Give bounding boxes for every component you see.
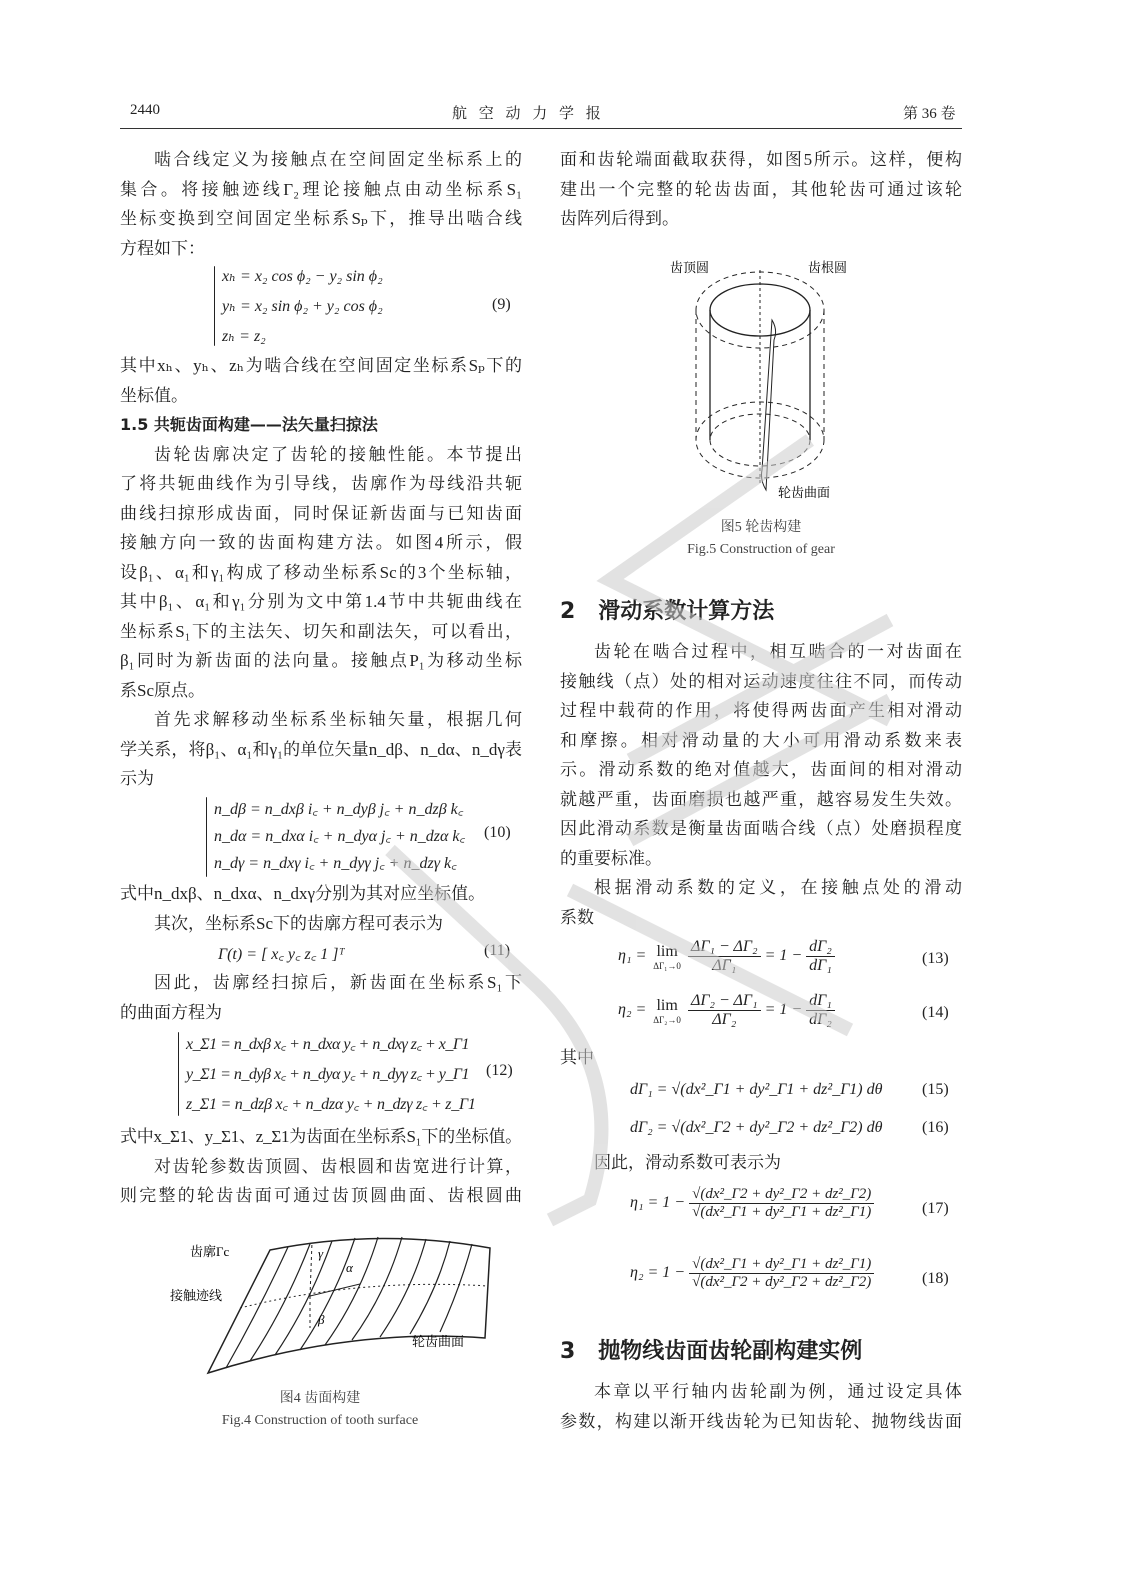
equation-10-line: n_dγ = n_dxγ i꜀ + n_dyγ j꜀ + n_dzγ k꜀ (214, 855, 457, 872)
text-line: 首先求解移动坐标系坐标轴矢量，根据几何 (154, 710, 522, 729)
equation-number: (18) (922, 1270, 949, 1287)
equation-11: Γ(t) = [ x꜀ y꜀ z꜀ 1 ]ᵀ (218, 946, 345, 963)
lim-sub: ΔΓ₂→0 (653, 1014, 681, 1025)
figure-4-tooth-surface (160, 1228, 500, 1388)
text-line: 接触方向一致的齿面构建方法。如图4所示，假 (120, 533, 522, 552)
text-line: 其次，坐标系Sc下的齿廓方程可表示为 (154, 913, 443, 933)
denominator: dΓ₂ (809, 1011, 832, 1028)
gamma-label: γ (318, 1246, 324, 1261)
lim-sub: ΔΓ₁→0 (653, 960, 681, 971)
text-line: 则完整的轮齿齿面可通过齿顶圆曲面、齿根圆曲 (120, 1186, 522, 1205)
eq-lhs: η₂ = 1 − (630, 1264, 686, 1282)
equation-9-line: xₕ = x₂ cos ϕ₂ − y₂ sin ϕ₂ (222, 268, 383, 285)
text-line: 曲线扫掠形成齿面，同时保证新齿面与已知齿面 (120, 503, 522, 523)
text-line: 其中β₁、α₁和γ₁分别为文中第1.4节中共轭曲线在 (120, 592, 522, 611)
eq-lhs: η₁ = 1 − (630, 1194, 686, 1212)
gear-surface-label: 轮齿曲面 (778, 485, 831, 500)
equation-12-line: y_Σ1 = n_dyβ x꜀ + n_dyα y꜀ + n_dyγ z꜀ + y_Γ1 (186, 1066, 470, 1083)
text-line: 式中x_Σ1、y_Σ1、z_Σ1为齿面在坐标系S₁下的坐标值。 (120, 1127, 522, 1146)
text-line: 示为 (120, 769, 154, 788)
equation-15: dΓ₁ = √(dx²_Γ1 + dy²_Γ1 + dz²_Γ1) dθ (630, 1081, 883, 1098)
text-line: 接触线（点）处的相对运动速度往往不同，而传动 (560, 671, 962, 691)
surface-label: 轮齿曲面 (412, 1334, 465, 1349)
page-number: 2440 (130, 102, 160, 118)
eq-lhs: η₂ = (618, 1001, 647, 1019)
text-line: 因此，滑动系数可表示为 (594, 1153, 781, 1172)
equation-number: (13) (922, 950, 949, 967)
text-line: 其中 (560, 1048, 594, 1067)
equation-9-line: zₕ = z₂ (222, 328, 266, 345)
section-2-heading (560, 594, 774, 625)
eq-lhs: η₁ = (618, 947, 647, 965)
section-3-heading (560, 1334, 862, 1365)
contact-trace (240, 1284, 488, 1308)
root-circle-label: 齿根圆 (808, 260, 848, 275)
numerator: ΔΓ₁ − ΔΓ₂ (688, 938, 761, 957)
figure-5-gear-construction (660, 250, 860, 512)
header-rule (120, 128, 962, 129)
figure-4-caption-en: Fig.4 Construction of tooth surface (221, 1413, 419, 1428)
left-p2 (120, 351, 522, 794)
text-line: 集合。将接触迹线Γ₂理论接触点由动坐标系S₁ (120, 179, 522, 199)
alpha-label: α (346, 1260, 353, 1275)
section-number: 3 (560, 1339, 576, 1364)
text-line: β₁同时为新齿面的法向量。接触点P₁为移动坐标 (120, 651, 522, 670)
denominator: dΓ₁ (809, 957, 832, 974)
journal-name: 航 空 动 力 学 报 (452, 106, 605, 122)
text-line: 因此滑动系数是衡量齿面啮合线（点）处磨损程度 (560, 819, 962, 838)
equation-18 (630, 1256, 912, 1291)
equation-9-line: yₕ = x₂ sin ϕ₂ + y₂ cos ϕ₂ (222, 298, 383, 315)
text-line: 过程中载荷的作用，将使得两齿面产生相对滑动 (560, 701, 962, 720)
text-line: 坐标变换到空间固定坐标系Sₚ下，推导出啮合线 (120, 209, 522, 228)
right-p4 (560, 1148, 962, 1178)
lim: lim (656, 942, 678, 960)
text-line: 对齿轮参数齿顶圆、齿根圆和齿宽进行计算， (154, 1156, 522, 1176)
equation-number: (12) (486, 1062, 513, 1079)
text-line: 设β₁、α₁和γ₁构成了移动坐标系Sc的3个坐标轴， (120, 562, 522, 582)
equation-12-line: z_Σ1 = n_dzβ x꜀ + n_dzα y꜀ + n_dzγ z꜀ + z_Γ1 (186, 1096, 476, 1113)
text-line: 本章以平行轴内齿轮副为例，通过设定具体 (594, 1382, 962, 1401)
where-text (560, 1043, 962, 1073)
text-line: 齿轮齿廓决定了齿轮的接触性能。本节提出 (154, 444, 522, 464)
text-line: 坐标值。 (120, 385, 188, 405)
equation-10-line: n_dα = n_dxα i꜀ + n_dyα j꜀ + n_dzα k꜀ (214, 828, 466, 845)
text-line: 示。滑动系数的绝对值越大，齿面间的相对滑动 (560, 760, 962, 779)
profile-label: 齿廓Γc (190, 1244, 230, 1259)
numerator: ΔΓ₂ − ΔΓ₁ (688, 992, 761, 1011)
trace-label: 接触迹线 (170, 1288, 223, 1303)
denominator: ΔΓ₁ (712, 957, 737, 974)
eq-mid: = 1 − (764, 947, 803, 965)
numerator: √(dx²_Γ1 + dy²_Γ1 + dz²_Γ1) (689, 1256, 874, 1274)
text-line: 和摩擦。相对滑动量的大小可用滑动系数来表 (560, 730, 962, 750)
text-line: 方程如下： (120, 238, 205, 258)
brace (214, 266, 215, 346)
right-p2 (560, 637, 962, 932)
tip-circle-label: 齿顶圆 (670, 260, 710, 275)
text-line: 其中xₕ、yₕ、zₕ为啮合线在空间固定坐标系Sₚ下的 (120, 356, 522, 375)
left-p1 (120, 145, 522, 263)
equation-number: (9) (492, 296, 511, 313)
brace (178, 1032, 179, 1116)
equation-14 (618, 992, 910, 1029)
text-line: 了将共轭曲线作为引导线，齿廓作为母线沿共轭 (120, 474, 522, 493)
brace (206, 797, 207, 877)
text-line: 式中n_dxβ、n_dxα、n_dxγ分别为其对应坐标值。 (120, 884, 486, 903)
right-p1 (560, 145, 962, 234)
denominator: √(dx²_Γ2 + dy²_Γ2 + dz²_Γ2) (692, 1274, 872, 1290)
text-line: 就越严重，齿面磨损也越严重，越容易发生失效。 (560, 789, 962, 809)
text-line: 建出一个完整的轮齿齿面，其他轮齿可通过该轮 (560, 179, 962, 199)
text-line: 坐标系S₁下的主法矢、切矢和副法矢，可以看出， (120, 621, 522, 641)
text-line: 齿阵列后得到。 (560, 209, 679, 228)
text-line: 的重要标准。 (560, 848, 662, 868)
figure-5-caption-cn: 图5 轮齿构建 (720, 520, 802, 535)
numerator: √(dx²_Γ2 + dy²_Γ2 + dz²_Γ2) (689, 1186, 874, 1204)
volume: 第 36 卷 (903, 106, 956, 122)
text-line: 系数 (560, 907, 594, 927)
text-line: 学关系，将β₁、α₁和γ₁的单位矢量n_dβ、n_dα、n_dγ表 (120, 739, 522, 759)
left-p5 (120, 879, 522, 938)
eq-mid: = 1 − (764, 1001, 803, 1019)
equation-13 (618, 938, 910, 975)
numerator: dΓ₁ (806, 992, 835, 1011)
figure-5-caption-en: Fig.5 Construction of gear (687, 542, 835, 557)
section-heading: 1.5 共轭齿面构建——法矢量扫掠法 (120, 415, 378, 434)
text-line: 根据滑动系数的定义，在接触点处的滑动 (594, 878, 962, 897)
figure-4-caption-cn: 图4 齿面构建 (279, 1391, 361, 1406)
equation-16: dΓ₂ = √(dx²_Γ2 + dy²_Γ2 + dz²_Γ2) dθ (630, 1119, 883, 1136)
equation-number: (14) (922, 1004, 949, 1021)
equation-10-line: n_dβ = n_dxβ i꜀ + n_dyβ j꜀ + n_dzβ k꜀ (214, 801, 464, 818)
equation-number: (16) (922, 1119, 949, 1136)
right-p5 (560, 1377, 962, 1436)
text-line: 的曲面方程为 (120, 1002, 222, 1022)
equation-17 (630, 1186, 912, 1221)
section-title: 抛物线齿面齿轮副构建实例 (598, 1339, 863, 1364)
denominator: ΔΓ₂ (712, 1011, 737, 1028)
equation-12-line: x_Σ1 = n_dxβ x꜀ + n_dxα y꜀ + n_dxγ z꜀ + x_Γ1 (186, 1036, 470, 1053)
section-title: 滑动系数计算方法 (598, 599, 775, 624)
equation-number: (15) (922, 1081, 949, 1098)
section-number: 2 (560, 599, 576, 624)
lim: lim (656, 996, 678, 1014)
left-p8 (120, 1122, 522, 1211)
equation-number: (11) (484, 942, 511, 959)
text-line: 齿轮在啮合过程中，相互啮合的一对齿面在 (594, 642, 962, 661)
text-line: 系Sc原点。 (120, 680, 205, 700)
text-line: 参数，构建以渐开线齿轮为已知齿轮、抛物线齿面 (560, 1411, 962, 1431)
text-line: 面和齿轮端面截取获得，如图5所示。这样，便构 (560, 150, 962, 169)
equation-number: (17) (922, 1200, 949, 1217)
denominator: √(dx²_Γ1 + dy²_Γ1 + dz²_Γ1) (692, 1204, 872, 1220)
text-line: 啮合线定义为接触点在空间固定坐标系上的 (154, 150, 522, 169)
beta-label: β (318, 1312, 325, 1327)
left-p7 (120, 968, 522, 1027)
equation-number: (10) (484, 824, 511, 841)
numerator: dΓ₂ (806, 938, 835, 957)
text-line: 因此，齿廓经扫掠后，新齿面在坐标系S₁下 (154, 973, 522, 992)
